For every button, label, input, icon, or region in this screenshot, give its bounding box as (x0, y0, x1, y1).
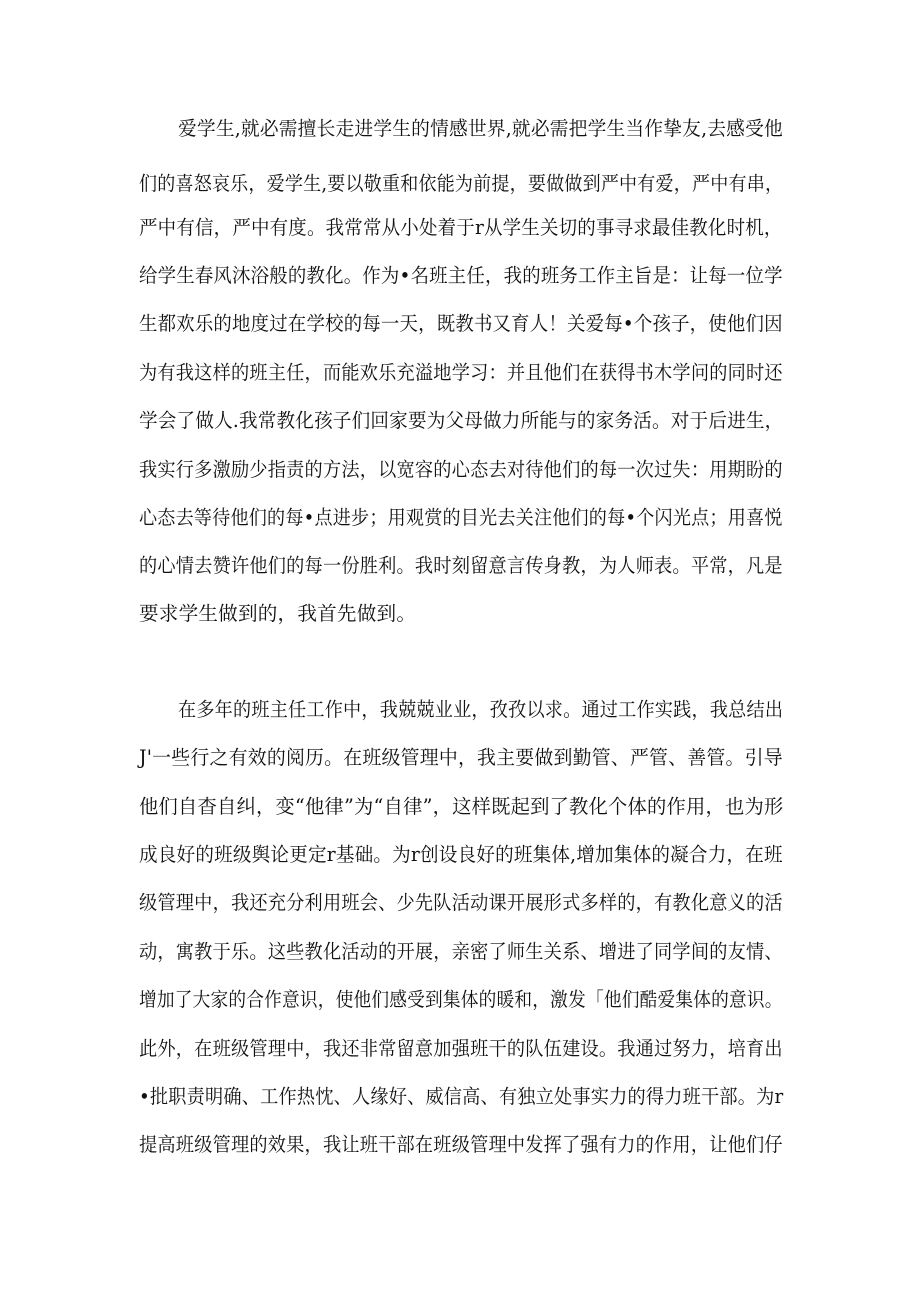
paragraph-line: 此外，在班级管理中，我还非常留意加强班干的队伍建设。我通过努力，培育出 (139, 1037, 783, 1060)
paragraph-line: 我实行多激励少指责的方法，以宽容的心态去对待他们的每一次过失：用期盼的 (139, 458, 783, 481)
paragraph-line: 动，寓教于乐。这些教化活动的开展，亲密了师生关系、增进了同学间的友情、 (139, 940, 783, 963)
paragraph-line: 要求学生做到的，我首先做到。 (139, 602, 417, 625)
paragraph-line: 增加了大家的合作意识，使他们感受到集体的暖和，激发「他们酷爱集体的意识。 (139, 988, 783, 1011)
paragraph-line: 在多年的班主任工作中，我兢兢业业，孜孜以求。通过工作实践，我总结出 (178, 698, 784, 721)
paragraph-line: 爱学生,就必需擅长走进学生的情感世界,就必需把学生当作挚友,去感受他 (178, 117, 783, 140)
paragraph-line: 的心情去赞许他们的每一份胜利。我时刻留意言传身教，为人师表。平常，凡是 (139, 554, 783, 577)
paragraph-line: 提高班级管理的效果，我让班干部在班级管理中发挥了强有力的作用，让他们仔 (139, 1133, 783, 1156)
paragraph-line: 学会了做人.我常教化孩子们回家要为父母做力所能与的家务活。对于后进生， (139, 409, 784, 432)
paragraph-line: 级管理中，我还充分利用班会、少先队活动课开展形式多样的，有教化意义的活 (139, 891, 783, 914)
paragraph-line: 他们自杳自纠，变“他律”为“自律”，这样既起到了教化个体的作用，也为形 (139, 795, 784, 818)
paragraph-line: 严中有信，严中有度。我常常从小处着于r从学生关切的事寻求最佳教化时机， (139, 216, 783, 239)
paragraph-line: 成良好的班级舆论更定r基础。为r创设良好的班集体,增加集体的凝合力，在班 (139, 843, 783, 866)
paragraph-line: 给学生春风沐浴般的教化。作为•名班主任，我的班务工作主旨是：让每一位学 (139, 264, 783, 287)
paragraph-line: J'一些行之有效的阅历。在班级管理中，我主要做到勤管、严管、善管。引导 (139, 746, 783, 769)
paragraph-line: 心态去等待他们的每•点进步；用观赏的目光去关注他们的每•个闪光点；用喜悦 (139, 506, 783, 529)
paragraph-line: 为有我这样的班主任，而能欢乐充溢地学习：并且他们在获得书木学问的同时还 (139, 361, 783, 384)
paragraph-line: 们的喜怒哀乐，爱学生,要以敬重和依能为前提，要做做到严中有爱，严中有串， (139, 172, 784, 195)
paragraph-line: •批职责明确、工作热忱、人缘好、威信高、有独立处事实力的得力班干部。为r (139, 1085, 784, 1108)
paragraph-line: 生都欢乐的地度过在学校的每一天，既教书又育人！关爱每•个孩子，使他们因 (139, 312, 783, 335)
